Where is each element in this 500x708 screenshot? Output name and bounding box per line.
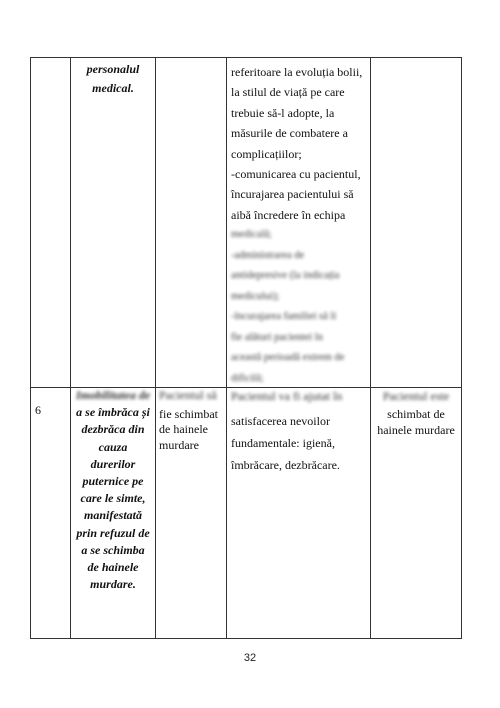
row5-intervention-line: medicală; [231,229,272,241]
row6-diagnosis-line: care le simte, [80,491,146,506]
row5-intervention-line: această perioadă extrem de [231,352,345,364]
row5-intervention-line: -încurajarea familiei să îi [231,311,337,323]
row6-intervention-line: îmbrăcare, dezbrăcare. [231,458,340,472]
row6-diagnosis-line: de hainele [87,560,139,575]
row5-intervention-line: încurajarea pacientului să [231,187,354,202]
row6-diagnosis-line: a se schimba [81,542,145,557]
row5-intervention-line: referitoare la evoluția bolii, [231,65,363,79]
table-divider-3 [226,57,227,639]
row6-evaluation-cell [372,388,460,439]
row6-interventions-cell [231,388,366,476]
row5-intervention-line: măsurile de combatere a [231,126,348,141]
row5-intervention-line: -comunicarea cu pacientul, [231,167,361,182]
row6-objective-line: fie schimbat [159,406,218,421]
row5-diagnosis-line: personalul [86,62,140,76]
row6-number: 6 [35,403,41,417]
table-divider-4 [370,57,371,639]
row5-intervention-line: fie alături pacientei în [231,331,323,343]
table-border-left [30,57,31,639]
row5-diagnosis-line: medical. [92,81,134,95]
row5-blurred-block [231,225,366,389]
row6-objective-line: de hainele [159,422,208,436]
row5-diagnosis-cell [72,60,154,98]
row6-diagnosis-line: a se îmbrăca și [76,405,150,420]
row6-intervention-line: Pacientul va fi ajutat în [231,389,343,403]
row6-evaluation-line: schimbat de [387,406,445,421]
row6-diagnosis-line: durerilor [90,456,136,471]
row6-diagnosis-line: puternice pe [82,474,144,489]
row5-intervention-line: -administrarea de [231,249,305,261]
row6-intervention-line: satisfacerea nevoilor [231,414,330,428]
row5-intervention-line: complicațiilor; [231,146,302,161]
table-divider-1 [70,57,71,639]
row6-evaluation-line: Pacientul este [382,389,450,403]
row6-evaluation-line: hainele murdare [377,423,455,437]
table-border-top [30,57,462,58]
row6-diagnosis-line: manifestată [83,508,142,523]
table-border-right [461,57,462,639]
row6-diagnosis-line: dezbrăca din [81,422,145,437]
row5-intervention-line: antidepresive (la indicația [231,270,340,282]
table-border-bottom [30,638,462,639]
table-divider-2 [155,57,156,639]
row5-intervention-line: medicului); [231,290,280,302]
row6-diagnosis-line: Imobilitatea de [75,388,151,402]
row5-intervention-line: trebuie să-l adopte, la [231,105,335,120]
row5-intervention-line: dificilă; [231,372,264,384]
row6-intervention-line: fundamentale: igienă, [231,436,335,450]
row6-diagnosis-line: prin refuzul de [76,525,150,540]
row5-interventions-cell [231,62,366,389]
row5-intervention-line: aibă încredere în echipa [231,207,346,222]
row6-diagnosis-line: murdare. [90,577,136,592]
row6-objective-line: murdare [159,437,199,452]
row6-objective-cell [159,388,225,453]
row6-objective-line: Pacientul să [159,388,217,402]
row6-diagnosis-cell [72,387,154,593]
row5-intervention-line: la stilul de viață pe care [231,85,345,100]
page-number: 32 [243,652,257,664]
row6-diagnosis-line: cauza [98,439,128,454]
